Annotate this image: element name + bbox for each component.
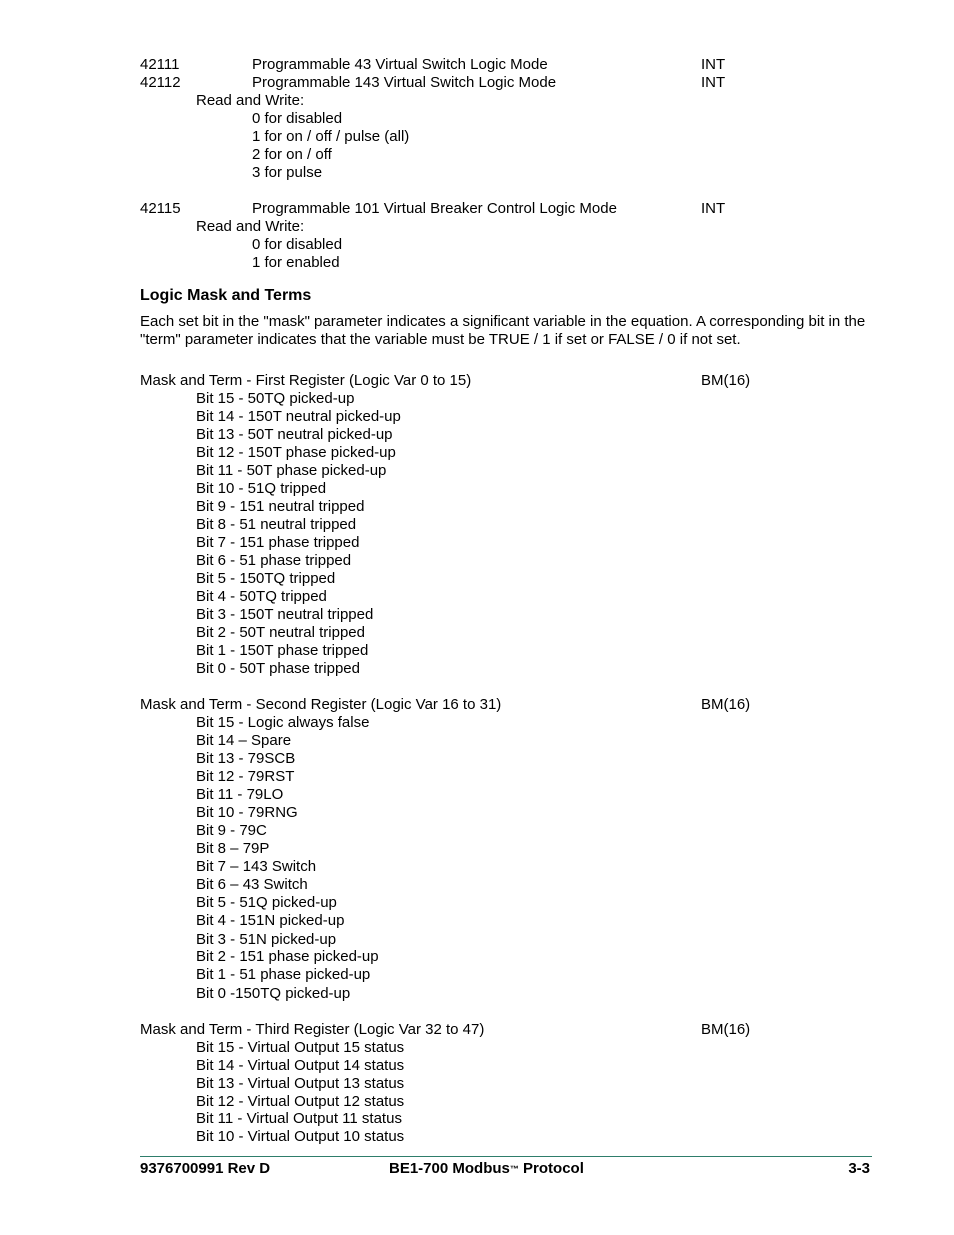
bit-item: Bit 9 - 151 neutral tripped [196, 498, 365, 515]
bit-item: Bit 3 - 51N picked-up [196, 931, 337, 948]
bit-item: Bit 4 - 151N picked-up [196, 912, 345, 929]
bit-item: Bit 6 – 43 Switch [196, 876, 308, 893]
bit-item: Bit 2 - 50T neutral tripped [196, 624, 365, 641]
mask-register-type: BM(16) [701, 372, 751, 389]
register-description: Programmable 143 Virtual Switch Logic Mode [252, 74, 557, 91]
bit-item: Bit 1 - 150T phase tripped [196, 642, 369, 659]
bit-item: Bit 15 - 50TQ picked-up [196, 390, 355, 407]
option-item: 0 for disabled [252, 236, 343, 253]
bit-item: Bit 5 - 51Q picked-up [196, 894, 337, 911]
bit-item: Bit 3 - 150T neutral tripped [196, 606, 374, 623]
bit-item: Bit 13 - 79SCB [196, 750, 296, 767]
footer-doc-number: 9376700991 Rev D [140, 1160, 271, 1177]
section-paragraph: Each set bit in the "mask" parameter indicates a significant variable in the equation. A corresponding bit in the "term" parameter indicates that the variable must be TRUE / 1 if set or FALSE / 0 if not set. [140, 313, 866, 348]
footer-title-end: Protocol [518, 1160, 584, 1177]
bit-item: Bit 4 - 50TQ tripped [196, 588, 327, 605]
register-address: 42112 [140, 74, 181, 91]
bit-item: Bit 7 - 151 phase tripped [196, 534, 360, 551]
mask-register-title: Mask and Term - Third Register (Logic Var 32 to 47) [140, 1021, 485, 1038]
mask-register-title: Mask and Term - First Register (Logic Var 0 to 15) [140, 372, 472, 389]
bit-item: Bit 14 - 150T neutral picked-up [196, 408, 401, 425]
register-address: 42111 [140, 56, 180, 73]
bit-item: Bit 14 – Spare [196, 732, 292, 749]
mask-register-title: Mask and Term - Second Register (Logic Var 16 to 31) [140, 696, 502, 713]
bit-item: Bit 0 -150TQ picked-up [196, 985, 351, 1002]
section-heading: Logic Mask and Terms [140, 287, 312, 304]
option-item: 3 for pulse [252, 164, 323, 181]
bit-item: Bit 12 - 150T phase picked-up [196, 444, 396, 461]
footer-trademark: ™ [509, 1164, 519, 1174]
bit-item: Bit 7 – 143 Switch [196, 858, 317, 875]
register-type: INT [701, 74, 726, 91]
bit-item: Bit 10 - Virtual Output 10 status [196, 1128, 405, 1145]
register-description: Programmable 43 Virtual Switch Logic Mode [252, 56, 548, 73]
bit-item: Bit 6 - 51 phase tripped [196, 552, 352, 569]
bit-item: Bit 13 - 50T neutral picked-up [196, 426, 393, 443]
bit-item: Bit 12 - Virtual Output 12 status [196, 1093, 405, 1110]
bit-item: Bit 10 - 79RNG [196, 804, 298, 821]
footer-title [389, 1160, 584, 1178]
bit-item: Bit 11 - Virtual Output 11 status [196, 1110, 402, 1127]
footer-rule [140, 1156, 872, 1157]
footer-title-main: BE1-700 Modbus [389, 1160, 510, 1177]
register-type: INT [701, 56, 726, 73]
bit-item: Bit 2 - 151 phase picked-up [196, 948, 379, 965]
bit-item: Bit 8 - 51 neutral tripped [196, 516, 357, 533]
bit-item: Bit 14 - Virtual Output 14 status [196, 1057, 405, 1074]
register-description: Programmable 101 Virtual Breaker Control Logic Mode [252, 200, 617, 217]
bit-item: Bit 10 - 51Q tripped [196, 480, 327, 497]
bit-item: Bit 11 - 79LO [196, 786, 284, 803]
register-type: INT [701, 200, 726, 217]
read-write-label: Read and Write: [196, 218, 305, 235]
bit-item: Bit 12 - 79RST [196, 768, 295, 785]
bit-item: Bit 9 - 79C [196, 822, 267, 839]
option-item: 1 for enabled [252, 254, 340, 271]
register-address: 42115 [140, 200, 181, 217]
option-item: 0 for disabled [252, 110, 343, 127]
bit-item: Bit 1 - 51 phase picked-up [196, 966, 371, 983]
footer-page-number: 3-3 [848, 1160, 870, 1177]
option-item: 2 for on / off [252, 146, 332, 163]
bit-item: Bit 11 - 50T phase picked-up [196, 462, 387, 479]
bit-item: Bit 0 - 50T phase tripped [196, 660, 360, 677]
bit-item: Bit 15 - Virtual Output 15 status [196, 1039, 405, 1056]
bit-item: Bit 5 - 150TQ tripped [196, 570, 336, 587]
mask-register-type: BM(16) [701, 696, 751, 713]
bit-item: Bit 8 – 79P [196, 840, 270, 857]
mask-register-type: BM(16) [701, 1021, 751, 1038]
option-item: 1 for on / off / pulse (all) [252, 128, 410, 145]
bit-item: Bit 15 - Logic always false [196, 714, 370, 731]
bit-item: Bit 13 - Virtual Output 13 status [196, 1075, 405, 1092]
read-write-label: Read and Write: [196, 92, 305, 109]
